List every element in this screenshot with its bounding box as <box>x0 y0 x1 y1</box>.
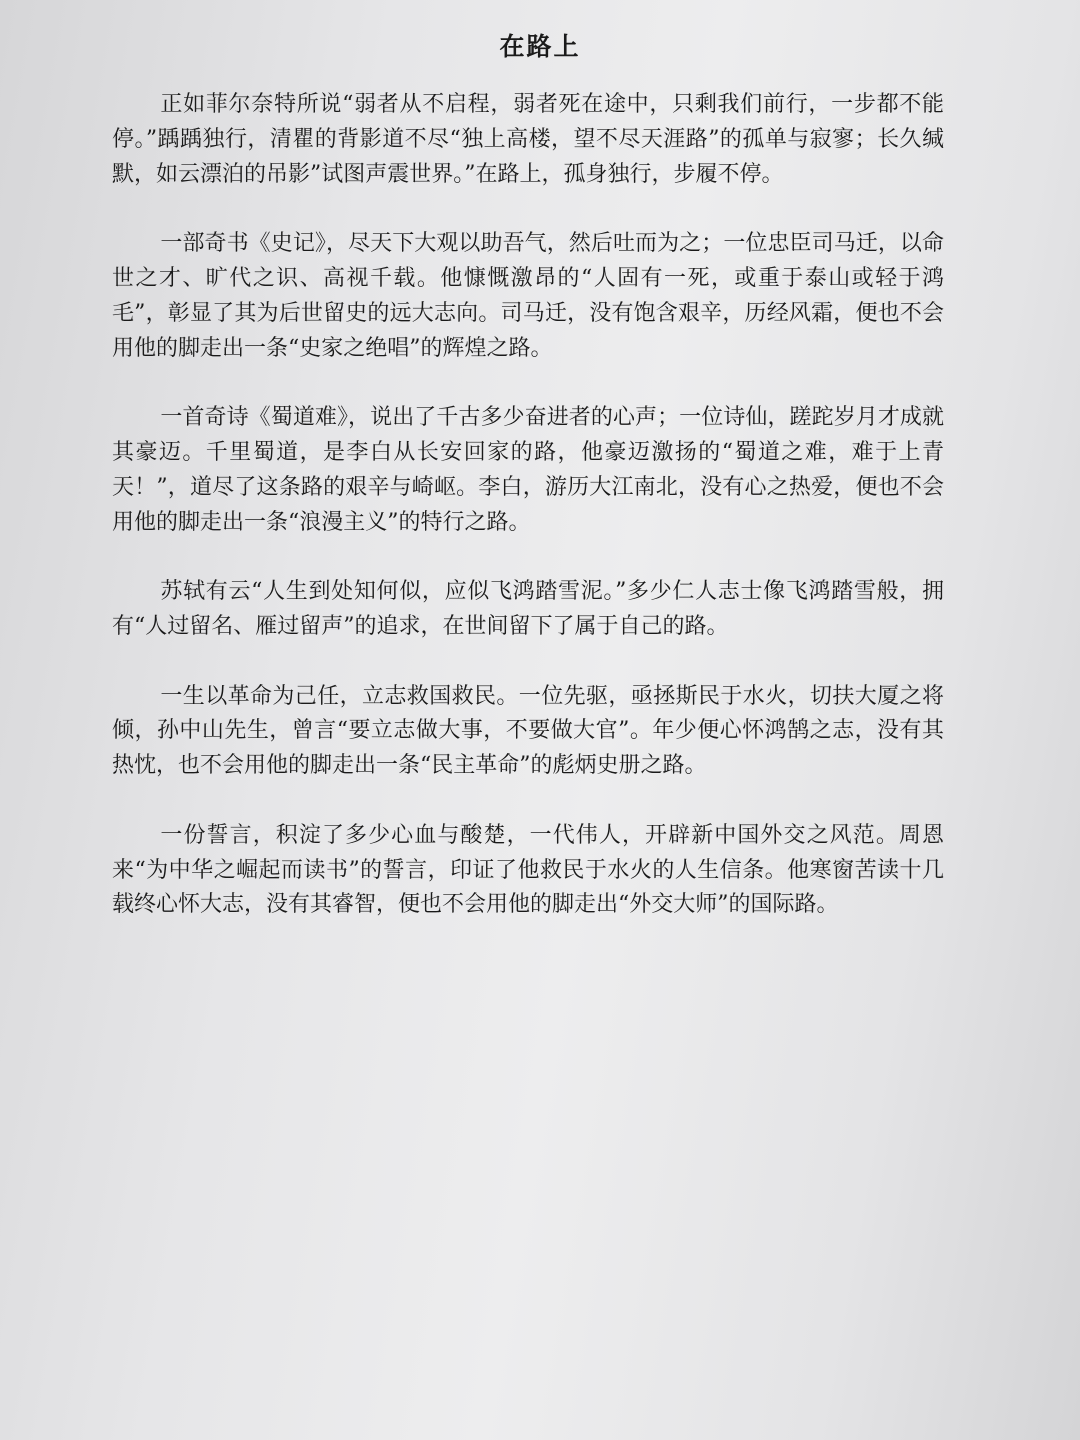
paragraph-4: 苏轼有云“人生到处知何似，应似飞鸿踏雪泥。”多少仁人志士像飞鸿踏雪般，拥有“人过留名、雁过留声”的追求，在世间留下了属于自己的路。 <box>112 579 944 639</box>
document-body <box>112 88 944 923</box>
paragraph-6: 一份誓言，积淀了多少心血与酸楚，一代伟人，开辟新中国外交之风范。周恩来“为中华之崛起而读书”的誓言，印证了他救民于水火的人生信条。他寒窗苦读十几载终心怀大志，没有其睿智，便也不会用他的脚走出“外交大师”的国际路。 <box>112 822 944 918</box>
paragraph-5: 一生以革命为己任，立志救国救民。一位先驱，亟拯斯民于水火，切扶大厦之将倾，孙中山先生，曾言“要立志做大事，不要做大官”。年少便心怀鸿鹄之志，没有其热忱，也不会用他的脚走出一条“民主革命”的彪炳史册之路。 <box>112 683 944 779</box>
paragraph-1: 正如菲尔奈特所说“弱者从不启程，弱者死在途中，只剩我们前行，一步都不能停。”踽踽独行，清瞿的背影道不尽“独上高楼，望不尽天涯路”的孤单与寂寥；长久缄默，如云漂泊的吊影”试图声震世界。”在路上，孤身独行，步履不停。 <box>112 92 944 187</box>
paragraph-3: 一首奇诗《蜀道难》，说出了千古多少奋进者的心声；一位诗仙，蹉跎岁月才成就其豪迈。千里蜀道，是李白从长安回家的路，他豪迈激扬的“蜀道之难，难于上青天！”，道尽了这条路的艰辛与崎岖。李白，游历大江南北，没有心之热爱，便也不会用他的脚走出一条“浪漫主义”的特行之路。 <box>112 405 944 535</box>
document-title: 在路上 <box>499 32 581 61</box>
paragraph-2: 一部奇书《史记》，尽天下大观以助吾气，然后吐而为之；一位忠臣司马迁，以命世之才、旷代之识、高视千载。他慷慨激昂的“人固有一死，或重于泰山或轻于鸿毛”，彰显了其为后世留史的远大志向。司马迁，没有饱含艰辛，历经风霜，便也不会用他的脚走出一条“史家之绝唱”的辉煌之路。 <box>112 231 944 361</box>
